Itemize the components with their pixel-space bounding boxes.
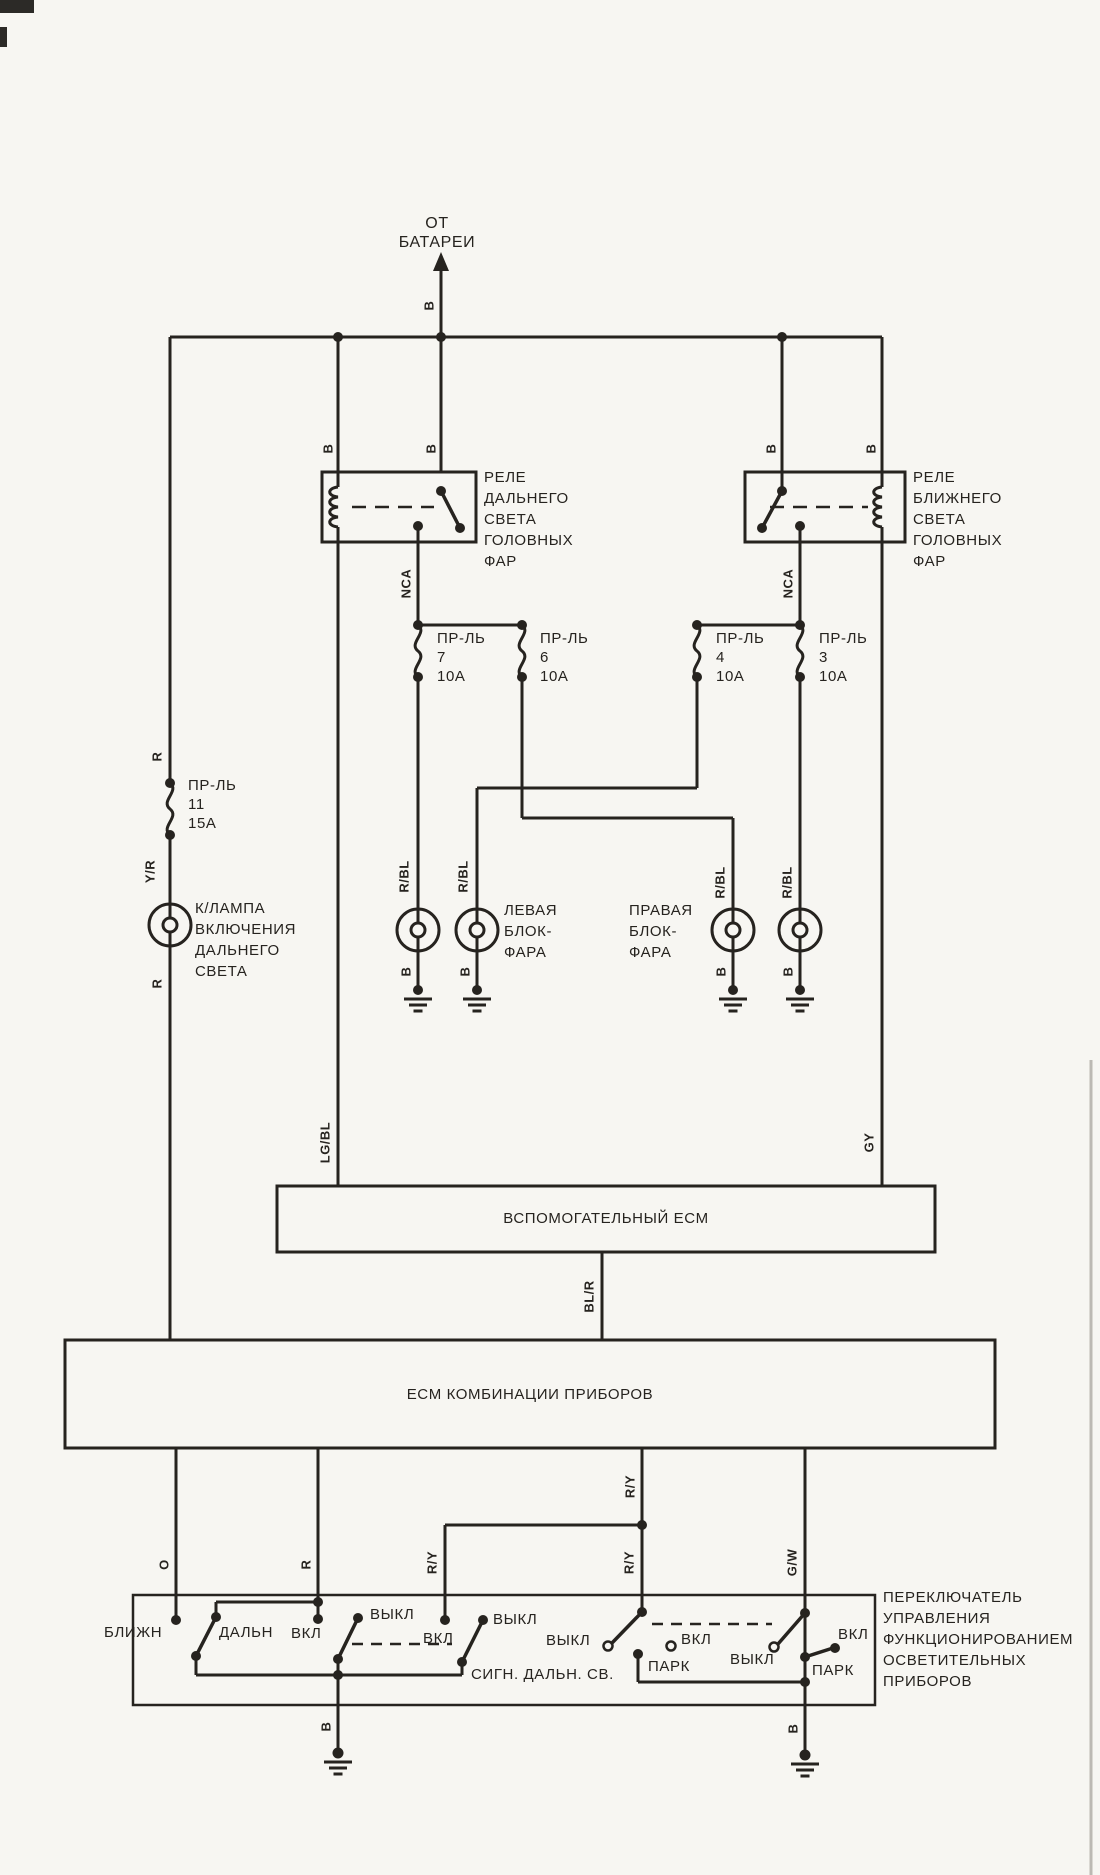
wire-label-b: B xyxy=(713,966,729,977)
switch-block-label: ПРИБОРОВ xyxy=(883,1673,973,1690)
switch-pos-vkl: ВКЛ xyxy=(838,1626,869,1643)
wire-label-o: O xyxy=(156,1559,172,1570)
aux-ecm-title: ВСПОМОГАТЕЛЬНЫЙ ECM xyxy=(503,1210,709,1227)
fuse-11-symbol xyxy=(167,783,173,835)
wire-label-rbl: R/BL xyxy=(712,866,728,899)
left-headlamp-label: БЛОК- xyxy=(504,923,553,940)
fuse-3-label: ПР-ЛЬ xyxy=(819,630,868,647)
switch-pos-vykl: ВЫКЛ xyxy=(730,1651,775,1668)
fuse-row-left xyxy=(413,527,527,682)
relay-coil-symbol xyxy=(330,487,338,527)
wire-label-ry: R/Y xyxy=(424,1550,440,1575)
battery-label-line1: ОТ xyxy=(425,215,449,232)
cluster-ecm-title: ECM КОМБИНАЦИИ ПРИБОРОВ xyxy=(406,1386,654,1403)
fuse-4-rating: 10А xyxy=(716,668,745,685)
left-headlamp-label: ЛЕВАЯ xyxy=(504,902,558,919)
wire-label-nca: NCA xyxy=(398,568,414,599)
fuse-11-number: 11 xyxy=(188,796,205,813)
switch-pos-vkl: ВКЛ xyxy=(291,1625,322,1642)
fuse-3-rating: 10А xyxy=(819,668,848,685)
low-beam-relay-label: ГОЛОВНЫХ xyxy=(913,532,1003,549)
wire-label-ry: R/Y xyxy=(622,1474,638,1499)
low-beam-relay-label: РЕЛЕ xyxy=(913,469,956,486)
switch-pos-park: ПАРК xyxy=(812,1662,854,1679)
wire-label-nca: NCA xyxy=(780,568,796,599)
scan-artifacts xyxy=(0,0,34,47)
switch-pos-vykl: ВЫКЛ xyxy=(493,1611,538,1628)
high-beam-relay-label: ДАЛЬНЕГО xyxy=(484,490,569,507)
low-beam-relay-label: БЛИЖНЕГО xyxy=(913,490,1002,507)
fuse-6-rating: 10А xyxy=(540,668,569,685)
wire-label-r: R xyxy=(149,978,165,989)
switch-block-label: ФУНКЦИОНИРОВАНИЕМ xyxy=(883,1631,1074,1648)
high-beam-indicator-bulb-symbol xyxy=(149,904,191,946)
wire-label-b: B xyxy=(421,300,437,311)
wire-label-r: R xyxy=(149,751,165,762)
fuse-11-rating: 15А xyxy=(188,815,217,832)
indicator-lamp-label: К/ЛАМПА xyxy=(195,900,266,917)
switch-block-label: ОСВЕТИТЕЛЬНЫХ xyxy=(883,1652,1027,1669)
fuse-6-symbol xyxy=(519,625,525,677)
wire-label-r: R xyxy=(298,1559,314,1570)
switch-block-label: УПРАВЛЕНИЯ xyxy=(883,1610,991,1627)
wire-label-b: B xyxy=(423,443,439,454)
wire-label-b: B xyxy=(318,1721,334,1732)
switch-pos-high-beam-signal: СИГН. ДАЛЬН. СВ. xyxy=(471,1666,614,1683)
switch-pos-vykl: ВЫКЛ xyxy=(546,1632,591,1649)
right-headlamp-label: БЛОК- xyxy=(629,923,678,940)
right-headlamp-label: ПРАВАЯ xyxy=(629,902,693,919)
battery-label-line2: БАТАРЕИ xyxy=(398,234,476,251)
high-beam-relay xyxy=(322,337,476,542)
fuse-4-label: ПР-ЛЬ xyxy=(716,630,765,647)
low-beam-relay-label: ФАР xyxy=(913,553,946,570)
wire-label-b: B xyxy=(763,443,779,454)
wire-label-yr: Y/R xyxy=(142,859,158,884)
wire-label-b: B xyxy=(785,1723,801,1734)
wire-label-b: B xyxy=(863,443,879,454)
wire-label-b: B xyxy=(457,966,473,977)
high-beam-relay-label: ФАР xyxy=(484,553,517,570)
switch-pos-daln: ДАЛЬН xyxy=(219,1624,274,1641)
fuse-3-number: 3 xyxy=(819,649,828,666)
wire-label-rbl: R/BL xyxy=(779,866,795,899)
indicator-lamp-label: ДАЛЬНЕГО xyxy=(195,942,280,959)
fuse-6-number: 6 xyxy=(540,649,549,666)
fuse-6-label: ПР-ЛЬ xyxy=(540,630,589,647)
right-headlamp-label: ФАРА xyxy=(629,944,672,961)
switch-pos-vkl: ВКЛ xyxy=(423,1630,454,1647)
left-headlamp-label: ФАРА xyxy=(504,944,547,961)
fuse-3-symbol xyxy=(797,625,803,677)
wire-label-gy: GY xyxy=(861,1132,877,1153)
fuse-7-number: 7 xyxy=(437,649,446,666)
wire-label-b: B xyxy=(780,966,796,977)
wire-label-ry: R/Y xyxy=(621,1550,637,1575)
wire-label-rbl: R/BL xyxy=(396,860,412,893)
high-beam-relay-label: ГОЛОВНЫХ xyxy=(484,532,574,549)
switch-pos-park: ПАРК xyxy=(648,1658,690,1675)
fuse-4-number: 4 xyxy=(716,649,725,666)
high-beam-relay-label: СВЕТА xyxy=(484,511,537,528)
wire-label-rbl: R/BL xyxy=(455,860,471,893)
relay-coil-symbol xyxy=(874,487,882,527)
high-beam-relay-label: РЕЛЕ xyxy=(484,469,527,486)
indicator-lamp-label: ВКЛЮЧЕНИЯ xyxy=(195,921,297,938)
switch-pos-vykl: ВЫКЛ xyxy=(370,1606,415,1623)
wire-label-lgbl: LG/BL xyxy=(317,1121,333,1164)
switch-pos-vkl: ВКЛ xyxy=(681,1631,712,1648)
fuse-4-symbol xyxy=(694,625,700,677)
headlamp-feed-wires xyxy=(418,677,800,909)
switch-pos-blizh: БЛИЖН xyxy=(104,1624,163,1641)
fuse-11-label: ПР-ЛЬ xyxy=(188,777,237,794)
wire-label-blr: BL/R xyxy=(581,1280,597,1313)
wire-label-gw: G/W xyxy=(784,1548,800,1577)
wire-label-b: B xyxy=(398,966,414,977)
switch-block-label: ПЕРЕКЛЮЧАТЕЛЬ xyxy=(883,1589,1023,1606)
fuse-7-symbol xyxy=(415,625,421,677)
fuse-7-rating: 10А xyxy=(437,668,466,685)
low-beam-relay-label: СВЕТА xyxy=(913,511,966,528)
indicator-lamp-label: СВЕТА xyxy=(195,963,248,980)
fuse-7-label: ПР-ЛЬ xyxy=(437,630,486,647)
main-bus-wire xyxy=(170,332,882,342)
wire-label-b: B xyxy=(320,443,336,454)
